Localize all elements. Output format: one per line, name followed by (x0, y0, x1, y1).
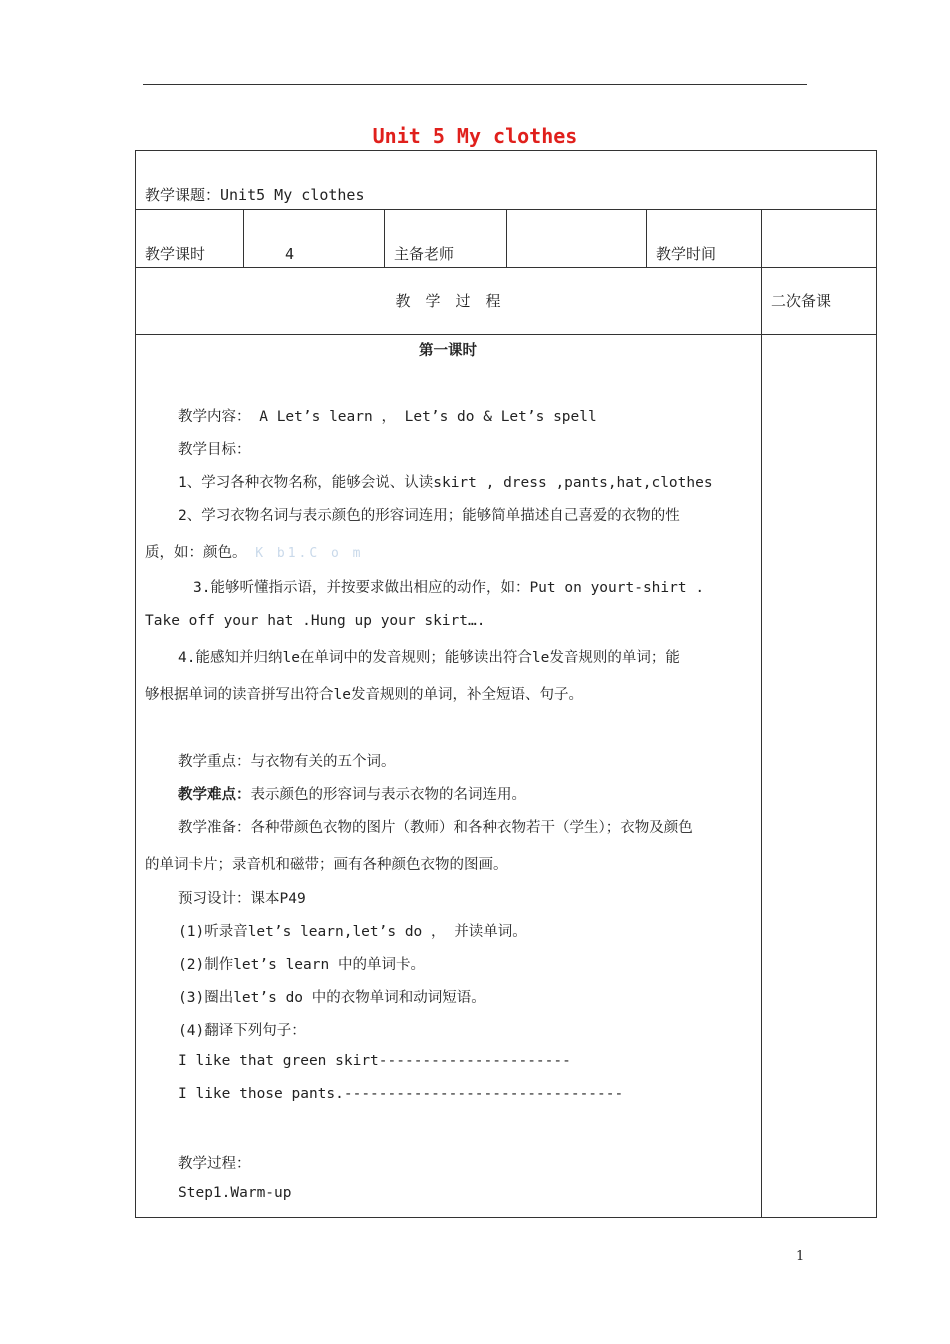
preview-item-4: (4)翻译下列句子： (178, 1023, 306, 1039)
preview-item-1: (1)听录音let’s learn,let’s do ， 并读单词。 (178, 924, 527, 940)
preview-item-2: (2)制作let’s learn 中的单词卡。 (178, 957, 425, 973)
objective-4-cont: 够根据单词的读音拼写出符合le发音规则的单词，补全短语、句子。 (145, 687, 583, 703)
periods-value: 4 (285, 245, 295, 263)
process-label: 教学过程： (178, 1156, 251, 1172)
sentence-1: I like that green skirt---------------------- (178, 1053, 571, 1069)
lesson-plan-table (135, 150, 877, 1218)
preparation: 教学准备：各种带颜色衣物的图片（教师）和各种衣物若干（学生）；衣物及颜色 (178, 820, 693, 836)
step-1: Step1.Warm-up (178, 1185, 292, 1201)
periods-label: 教学课时 (145, 245, 206, 263)
difficulties: 教学难点：表示颜色的形容词与表示衣物的名词连用。 (178, 787, 526, 803)
objective-3: 3.能够听懂指示语，并按要求做出相应的动作，如：Put on yourt-shirt . (193, 580, 705, 596)
page-title: Unit 5 My clothes (372, 124, 578, 148)
process-header: 教 学 过 程 (395, 292, 501, 310)
objective-2: 2、学习衣物名词与表示颜色的形容词连用；能够简单描述自己喜爱的衣物的性 (178, 508, 680, 524)
objective-3-cont: Take off your hat .Hung up your skirt…. (145, 613, 486, 629)
sentence-2: I like those pants.-------------------------------- (178, 1086, 624, 1102)
objective-1: 1、学习各种衣物名称，能够会说、认读skirt , dress ,pants,hat,clothes (178, 475, 713, 491)
topic-cell: 教学课题：Unit5 My clothes (145, 186, 365, 204)
preview-design: 预习设计：课本P49 (178, 891, 306, 907)
objective-2-cont: 质，如：颜色。 K b1.C o m (145, 545, 364, 561)
preview-item-3: (3)圈出let’s do 中的衣物单词和动词短语。 (178, 990, 486, 1006)
objective-4: 4.能感知并归纳le在单词中的发音规则；能够读出符合le发音规则的单词；能 (178, 650, 680, 666)
content-line: 教学内容： A Let’s learn ， Let’s do & Let’s spell (178, 409, 597, 425)
time-label: 教学时间 (656, 245, 717, 263)
second-prep-header: 二次备课 (771, 292, 832, 310)
preparation-cont: 的单词卡片；录音机和磁带；画有各种颜色衣物的图画。 (145, 857, 508, 873)
lesson-heading: 第一课时 (419, 343, 477, 359)
page-number: 1 (796, 1249, 805, 1264)
objectives-label: 教学目标： (178, 442, 251, 458)
key-points: 教学重点：与衣物有关的五个词。 (178, 754, 396, 770)
watermark-text: K b1.C o m (255, 546, 364, 561)
teacher-label: 主备老师 (394, 245, 455, 263)
header-rule (143, 84, 807, 85)
